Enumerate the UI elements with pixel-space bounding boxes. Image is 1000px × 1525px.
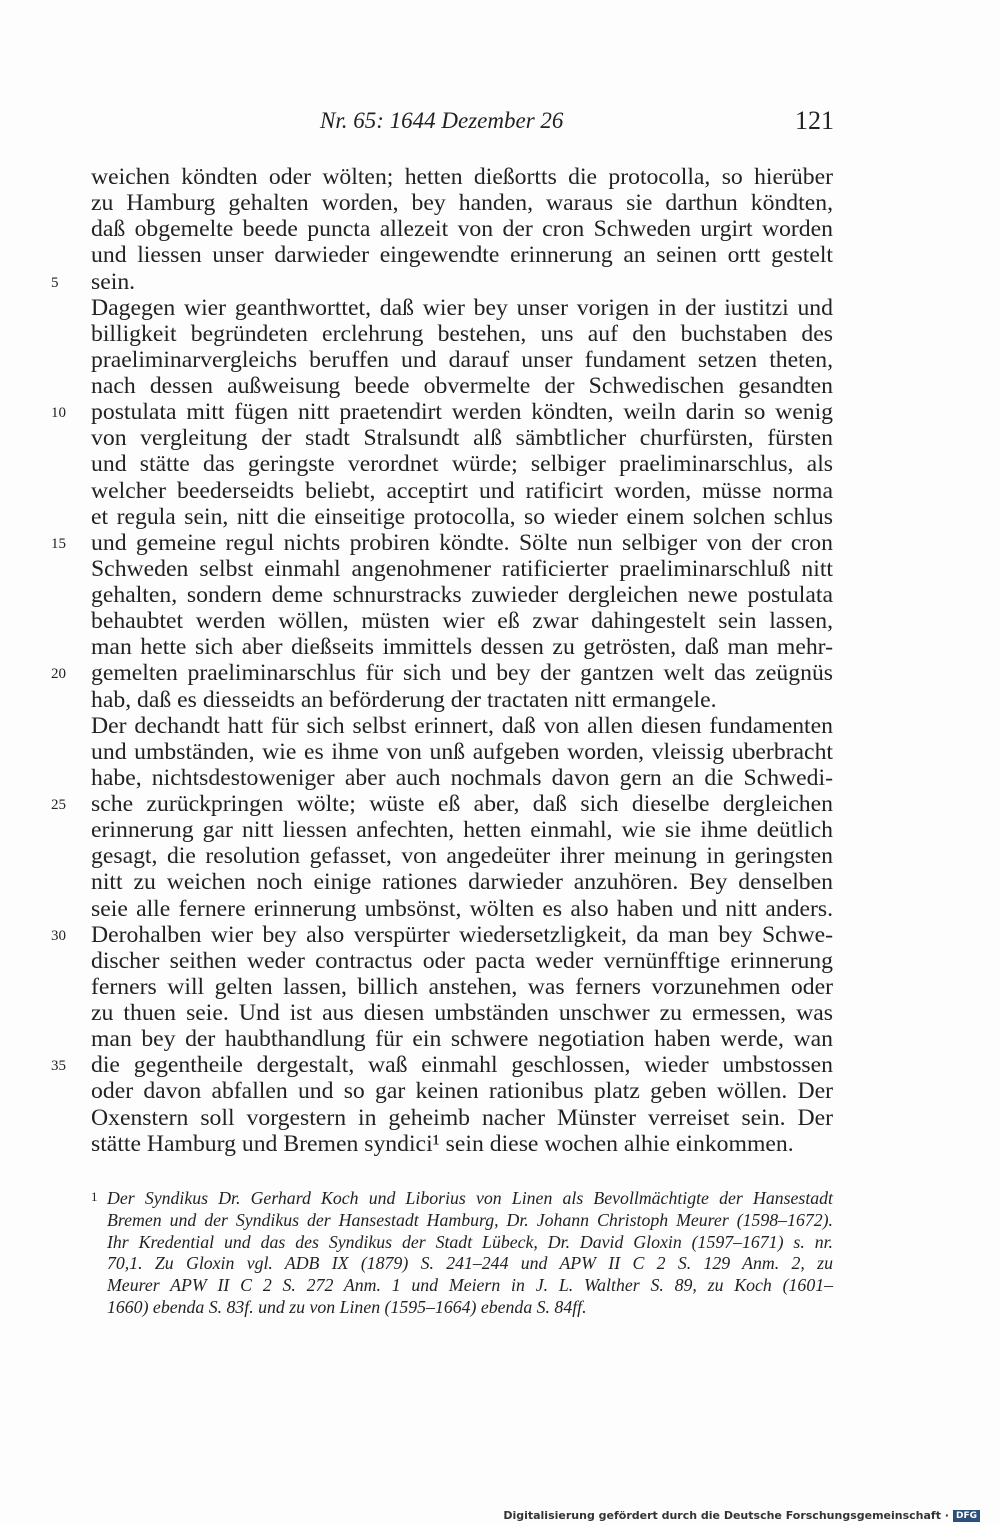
- text-line: [91, 582, 833, 608]
- line-text: Der dechandt hatt für sich selbst erinnert, daß von allen diesen fundamenten: [91, 712, 833, 739]
- line-text: erinnerung gar nitt liessen anfechten, hetten einmahl, wie sie ihme deütlich: [91, 817, 833, 844]
- footnote-line: [91, 1297, 833, 1319]
- line-text: und gemeine regul nichts probiren köndte. Sölte nun selbiger von der cron: [91, 529, 833, 556]
- line-text: und liessen unser darwieder eingewendte erinnerung an seinen ortt gestelt: [91, 242, 833, 269]
- text-line: [51, 1052, 833, 1079]
- line-text: praeliminarvergleichs beruffen und darauf unser fundament setzen theten,: [91, 346, 833, 373]
- text-line: [91, 765, 833, 791]
- line-text: zu Hamburg gehalten worden, bey handen, waraus sie darthun köndten,: [91, 190, 833, 217]
- line-text: postulata mitt fügen nitt praetendirt werden köndten, weiln darin so wenig: [91, 399, 833, 426]
- line-number: 30: [51, 927, 66, 944]
- line-text: gehalten, sondern deme schnurstracks zuwieder dergleichen newe postulata: [91, 582, 833, 608]
- text-line: [91, 504, 833, 530]
- footnote-line: [91, 1210, 833, 1232]
- text-line: [91, 295, 833, 321]
- main-text: [51, 164, 833, 1157]
- line-text: man bey der haubthandlung für ein schwere negotiation haben werde, wan: [91, 1026, 833, 1053]
- line-text: sein.: [91, 268, 136, 295]
- line-text: stätte Hamburg und Bremen syndici¹ sein diese wochen alhie einkommen.: [91, 1130, 794, 1157]
- dfg-logo: DFG: [953, 1510, 980, 1522]
- line-number: 15: [51, 535, 66, 552]
- line-text: ferners will gelten lassen, billich anstehen, was ferners vorzunehmen oder: [91, 973, 833, 1000]
- line-text: welcher beederseidts beliebt, acceptirt und ratificirt worden, müsse norma: [91, 477, 833, 504]
- line-text: die gegentheile dergestalt, waß einmahl geschlossen, wieder umbstossen: [91, 1052, 833, 1079]
- line-text: zu thuen seie. Und ist aus diesen umbständen unschwer zu ermessen, was: [91, 1000, 833, 1026]
- line-text: discher seithen weder contractus oder pacta weder vernünfftige erinnerung: [91, 947, 833, 974]
- text-line: [51, 791, 833, 817]
- text-line: [91, 843, 833, 869]
- line-text: et regula sein, nitt die einseitige protocolla, so wieder einem solchen schlus: [91, 503, 833, 530]
- footnote-text: Der Syndikus Dr. Gerhard Koch und Liborius von Linen als Bevollmächtigte der Hansestadt: [107, 1188, 833, 1208]
- text-line: [91, 1105, 833, 1131]
- text-line: [91, 556, 833, 582]
- text-line: [91, 869, 833, 895]
- line-text: oder davon abfallen und so gar keinen rationibus platz geben wöllen. Der: [91, 1078, 833, 1105]
- line-text: daß obgemelte beede puncta allezeit von der cron Schweden urgirt worden: [91, 216, 833, 243]
- line-text: gesagt, die resolution gefasset, von angedeüter ihrer meinung in geringsten: [91, 843, 833, 870]
- line-number: 5: [51, 274, 59, 291]
- text-line: [51, 921, 833, 948]
- text-line: [91, 1026, 833, 1052]
- text-line: [51, 268, 833, 295]
- footnote-marker: 1: [91, 1189, 98, 1204]
- text-line: [91, 190, 833, 216]
- line-text: Schweden selbst einmahl angenohmener ratificierter praeliminarschluß nitt: [91, 555, 833, 582]
- footnote-text: Meurer APW II C 2 S. 272 Anm. 1 und Meiern in J. L. Walther S. 89, zu Koch (1601–: [107, 1275, 833, 1296]
- text-line: [91, 687, 833, 713]
- line-text: seie alle fernere erinnerung umbsönst, wölten es also haben und nitt anders.: [91, 895, 833, 922]
- credit-text: Digitalisierung gefördert durch die Deutsche Forschungsgemeinschaft ·: [503, 1509, 949, 1522]
- text-line: [91, 608, 833, 634]
- text-line: [91, 451, 833, 477]
- footnote-line: [91, 1253, 833, 1275]
- line-text: billigkeit begründeten erclehrung bestehen, uns auf den buchstaben des: [91, 320, 833, 347]
- line-number: 25: [51, 797, 66, 813]
- digitization-credit: [503, 1509, 980, 1522]
- line-text: hab, daß es diesseidts an beförderung der tractaten nitt ermangele.: [91, 686, 717, 713]
- line-number: 10: [51, 405, 66, 422]
- line-number: 35: [51, 1058, 66, 1075]
- line-text: Oxenstern soll vorgestern in geheimb nacher Münster verreiset sein. Der: [91, 1104, 833, 1131]
- text-line: [91, 634, 833, 660]
- text-line: [51, 660, 833, 687]
- text-line: [91, 896, 833, 922]
- text-line: [51, 529, 833, 556]
- footnote-text: 1660) ebenda S. 83f. und zu von Linen (1595–1664) ebenda S. 84ff.: [107, 1296, 587, 1317]
- line-text: weichen köndten oder wölten; hetten dießortts die protocolla, so hierüber: [91, 164, 833, 190]
- page-number: 121: [795, 106, 834, 135]
- text-line: [91, 242, 833, 268]
- text-line: [91, 425, 833, 451]
- footnote-line: [91, 1232, 833, 1254]
- text-line: [91, 1000, 833, 1026]
- line-text: nach dessen außweisung beede obvermelte der Schwedischen gesandten: [91, 373, 833, 399]
- text-line: [91, 817, 833, 843]
- text-line: [91, 373, 833, 399]
- footnote-line: [91, 1275, 833, 1297]
- footnote-text: Ihr Kredential und das des Syndikus der Stadt Lübeck, Dr. David Gloxin (1597–1671) s. nr.: [107, 1231, 833, 1252]
- text-line: [91, 478, 833, 504]
- text-line: [91, 1078, 833, 1104]
- text-line: [91, 216, 833, 242]
- text-line: [91, 347, 833, 373]
- line-text: nitt zu weichen noch einige rationes darwieder anzuhören. Bey denselben: [91, 869, 833, 896]
- line-text: von vergleitung der stadt Stralsundt alß sämbtlicher churfürsten, fürsten: [91, 425, 833, 452]
- line-number: 20: [51, 666, 66, 683]
- footnote-lines: [91, 1188, 833, 1319]
- line-text: und umbständen, wie es ihme von unß aufgeben worden, vleissig uberbracht: [91, 738, 833, 765]
- line-text: gemelten praeliminarschlus für sich und bey der gantzen welt das zeügnüs: [91, 660, 833, 687]
- text-line: [91, 948, 833, 974]
- footnote-text: 70,1. Zu Gloxin vgl. ADB IX (1879) S. 241–244 und APW II C 2 S. 129 Anm. 2, zu: [107, 1253, 833, 1274]
- footnote-text: Bremen und der Syndikus der Hansestadt Hamburg, Dr. Johann Christoph Meurer (1598–1672).: [107, 1209, 833, 1230]
- line-text: habe, nichtsdestoweniger aber auch nochmals davon gern an die Schwedi-: [91, 764, 833, 791]
- line-text: Dagegen wier geanthworttet, daß wier bey unser vorigen in der iustitzi und: [91, 294, 833, 321]
- text-line: [91, 1131, 833, 1157]
- line-text: behaubtet werden wöllen, müsten wier eß zwar dahingestelt sein lassen,: [91, 608, 833, 635]
- line-text: man hette sich aber dießseits immittels dessen zu getrösten, daß man mehr-: [91, 634, 833, 661]
- text-line: [91, 321, 833, 347]
- footnote-line: [91, 1188, 833, 1210]
- line-text: Derohalben wier bey also verspürter wiedersetzligkeit, da man bey Schwe-: [91, 921, 833, 948]
- text-line: [51, 399, 833, 426]
- footnote: [91, 1188, 833, 1319]
- text-line: [91, 713, 833, 739]
- text-line: [91, 164, 833, 190]
- running-title: Nr. 65: 1644 Dezember 26: [320, 108, 564, 133]
- text-line: [91, 739, 833, 765]
- line-text: und stätte das geringste verordnet würde; selbiger praeliminarschlus, als: [91, 451, 833, 478]
- line-text: sche zurückpringen wölte; wüste eß aber, daß sich dieselbe dergleichen: [91, 791, 833, 817]
- text-line: [91, 974, 833, 1000]
